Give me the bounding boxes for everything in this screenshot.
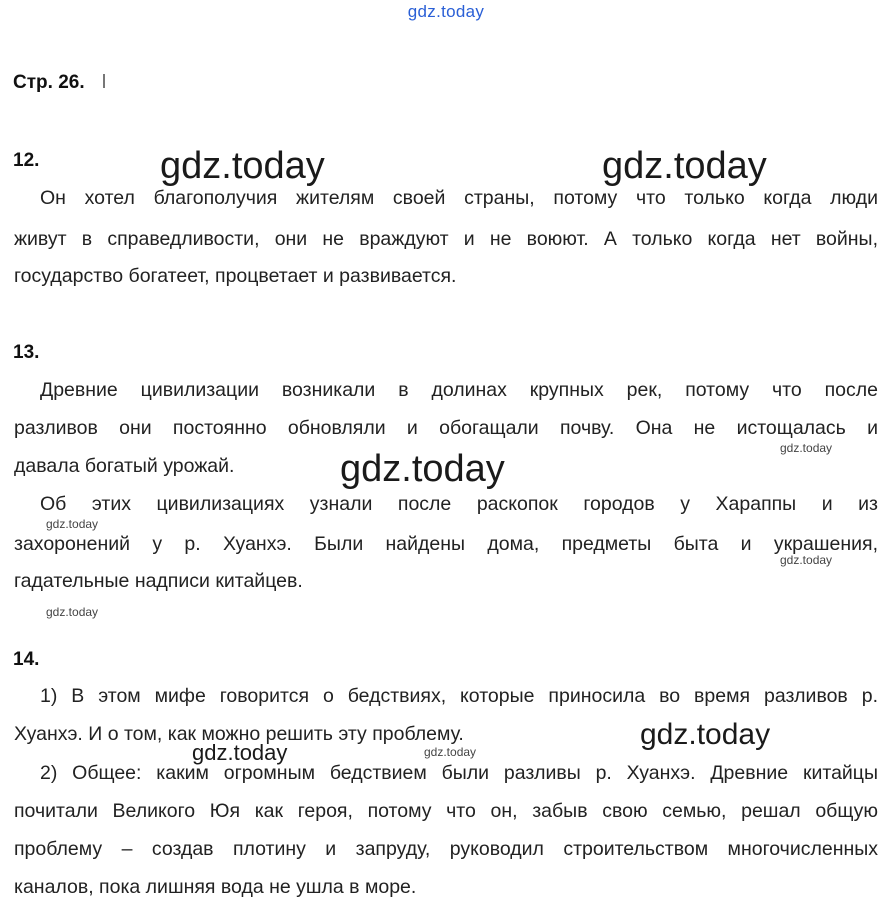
- watermark: gdz.today: [602, 145, 767, 187]
- watermark: gdz.today: [46, 517, 99, 531]
- section-13-line: давала богатый урожай.: [14, 455, 235, 477]
- watermark: gdz.today: [192, 740, 288, 765]
- section-14-line: почитали Великого Юя как героя, потому что он, забыв свою семью, решал общую: [14, 800, 878, 822]
- section-12-line: Он хотел благополучия жителям своей страны, потому что только когда люди: [40, 187, 878, 209]
- section-12-line: живут в справедливости, они не враждуют и не воюют. А только когда нет войны,: [14, 228, 878, 250]
- watermark: gdz.today: [46, 605, 99, 619]
- section-14-line: Хуанхэ. И о том, как можно решить эту проблему.: [14, 723, 464, 745]
- watermark: gdz.today: [340, 448, 505, 490]
- section-12-line: государство богатеет, процветает и развивается.: [14, 265, 457, 287]
- watermark: gdz.today: [780, 441, 833, 455]
- section-13-line: Древние цивилизации возникали в долинах крупных рек, потому что после: [40, 379, 878, 401]
- section-14-number: 14.: [13, 649, 40, 670]
- watermark: gdz.today: [424, 745, 477, 759]
- watermark: gdz.today: [160, 145, 325, 187]
- section-13-line: захоронений у р. Хуанхэ. Были найдены дома, предметы быта и украшения,: [14, 533, 878, 555]
- watermark: gdz.today: [640, 718, 771, 751]
- site-header[interactable]: gdz.today: [407, 2, 485, 21]
- section-13-line: разливов они постоянно обновляли и обогащали почву. Она не истощалась и: [14, 417, 878, 439]
- section-14-line: 2) Общее: каким огромным бедствием были разливы р. Хуанхэ. Древние китайцы: [40, 762, 878, 784]
- watermark: gdz.today: [780, 553, 833, 567]
- text-cursor: [103, 74, 105, 88]
- section-14-line: проблему – создав плотину и запруду, руководил строительством многочисленных: [14, 838, 878, 860]
- section-13-line: гадательные надписи китайцев.: [14, 570, 303, 592]
- section-13-number: 13.: [13, 342, 40, 363]
- section-13-line: Об этих цивилизациях узнали после раскопок городов у Хараппы и из: [40, 493, 878, 515]
- section-12-number: 12.: [13, 150, 40, 171]
- page-label: Стр. 26.: [13, 72, 85, 93]
- section-14-line: 1) В этом мифе говорится о бедствиях, которые приносила во время разливов р.: [40, 685, 878, 707]
- section-14-line: каналов, пока лишняя вода не ушла в море.: [14, 876, 417, 898]
